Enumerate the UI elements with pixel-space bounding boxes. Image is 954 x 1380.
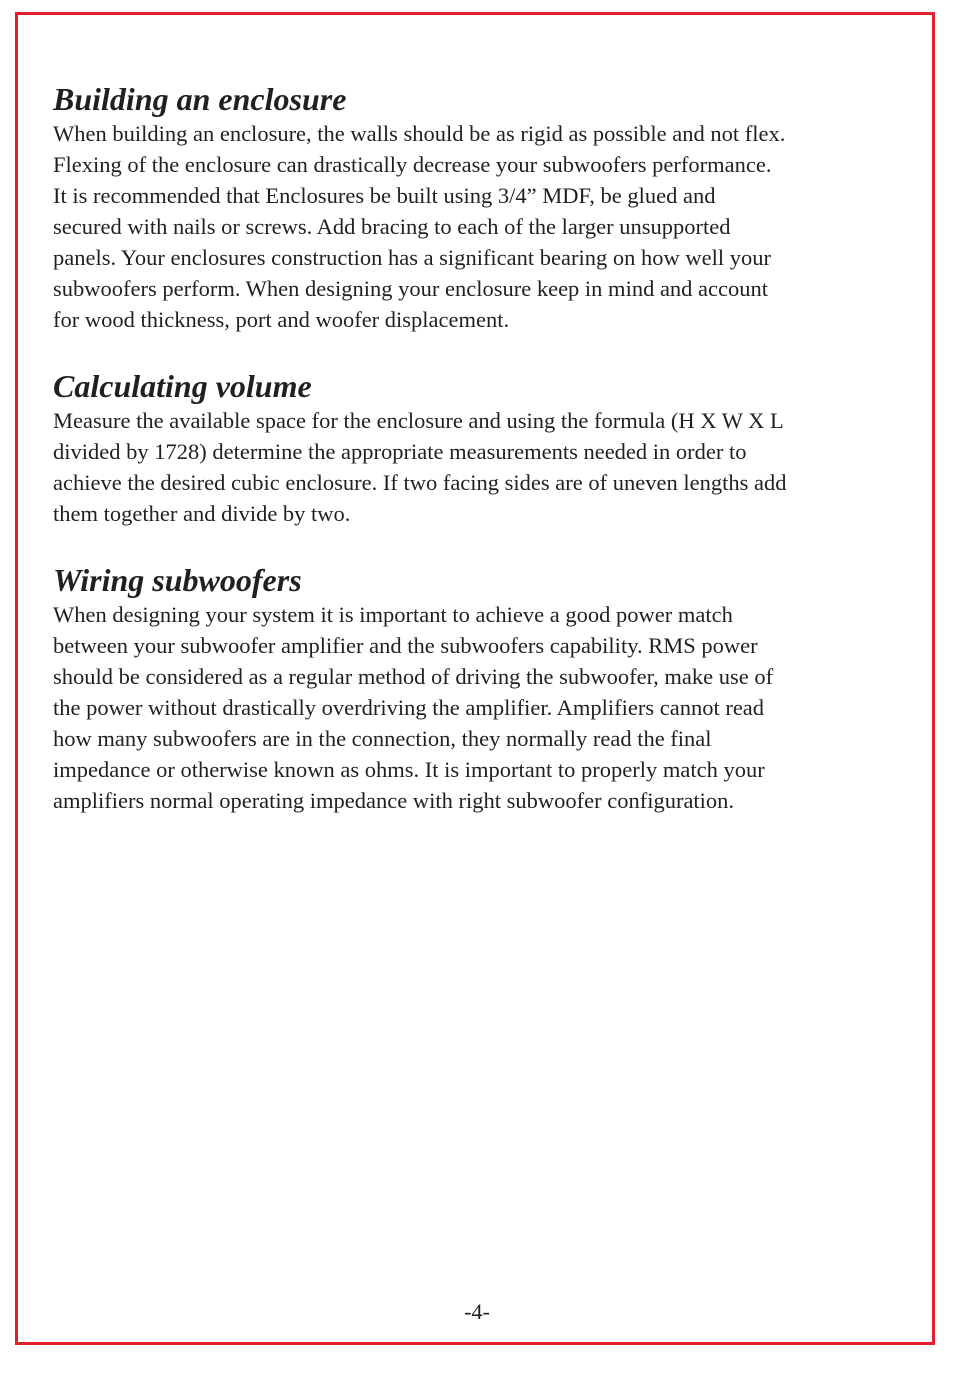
section-body: When designing your system it is important to achieve a good power match between your subwoofer amplifier and the subwoofers capability. RMS power should be considered as a regular method of driving the subwoofer, make use of the power without drastically overdriving the amplifier. Amplifiers cannot read how many subwoofers are in the connection, they normally read the final impedance or otherwise known as ohms. It is important to properly match your amplifiers normal operating impedance with right subwoofer configuration. bbox=[53, 602, 774, 813]
page-number: -4- bbox=[464, 1299, 490, 1324]
section-calculating-volume bbox=[53, 367, 903, 529]
section-heading: Wiring subwoofers bbox=[53, 562, 302, 598]
section-building-enclosure bbox=[53, 80, 903, 335]
section-heading: Building an enclosure bbox=[53, 81, 347, 117]
section-heading: Calculating volume bbox=[53, 368, 312, 404]
section-wiring-subwoofers bbox=[53, 561, 903, 816]
section-body: When building an enclosure, the walls should be as rigid as possible and not flex. Flexing of the enclosure can drastically decrease your subwoofers performance. It is recommended that Enclosures be built using 3/4” MDF, be glued and secured with nails or screws. Add bracing to each of the larger unsupported panels. Your enclosures construction has a significant bearing on how well your subwoofers perform. When designing your enclosure keep in mind and account for wood thickness, port and woofer displacement. bbox=[53, 121, 786, 332]
page-content bbox=[53, 80, 903, 816]
section-body: Measure the available space for the enclosure and using the formula (H X W X L divided by 1728) determine the appropriate measurements needed in order to achieve the desired cubic enclosure. If two facing sides are of uneven lengths add them together and divide by two. bbox=[53, 408, 787, 526]
